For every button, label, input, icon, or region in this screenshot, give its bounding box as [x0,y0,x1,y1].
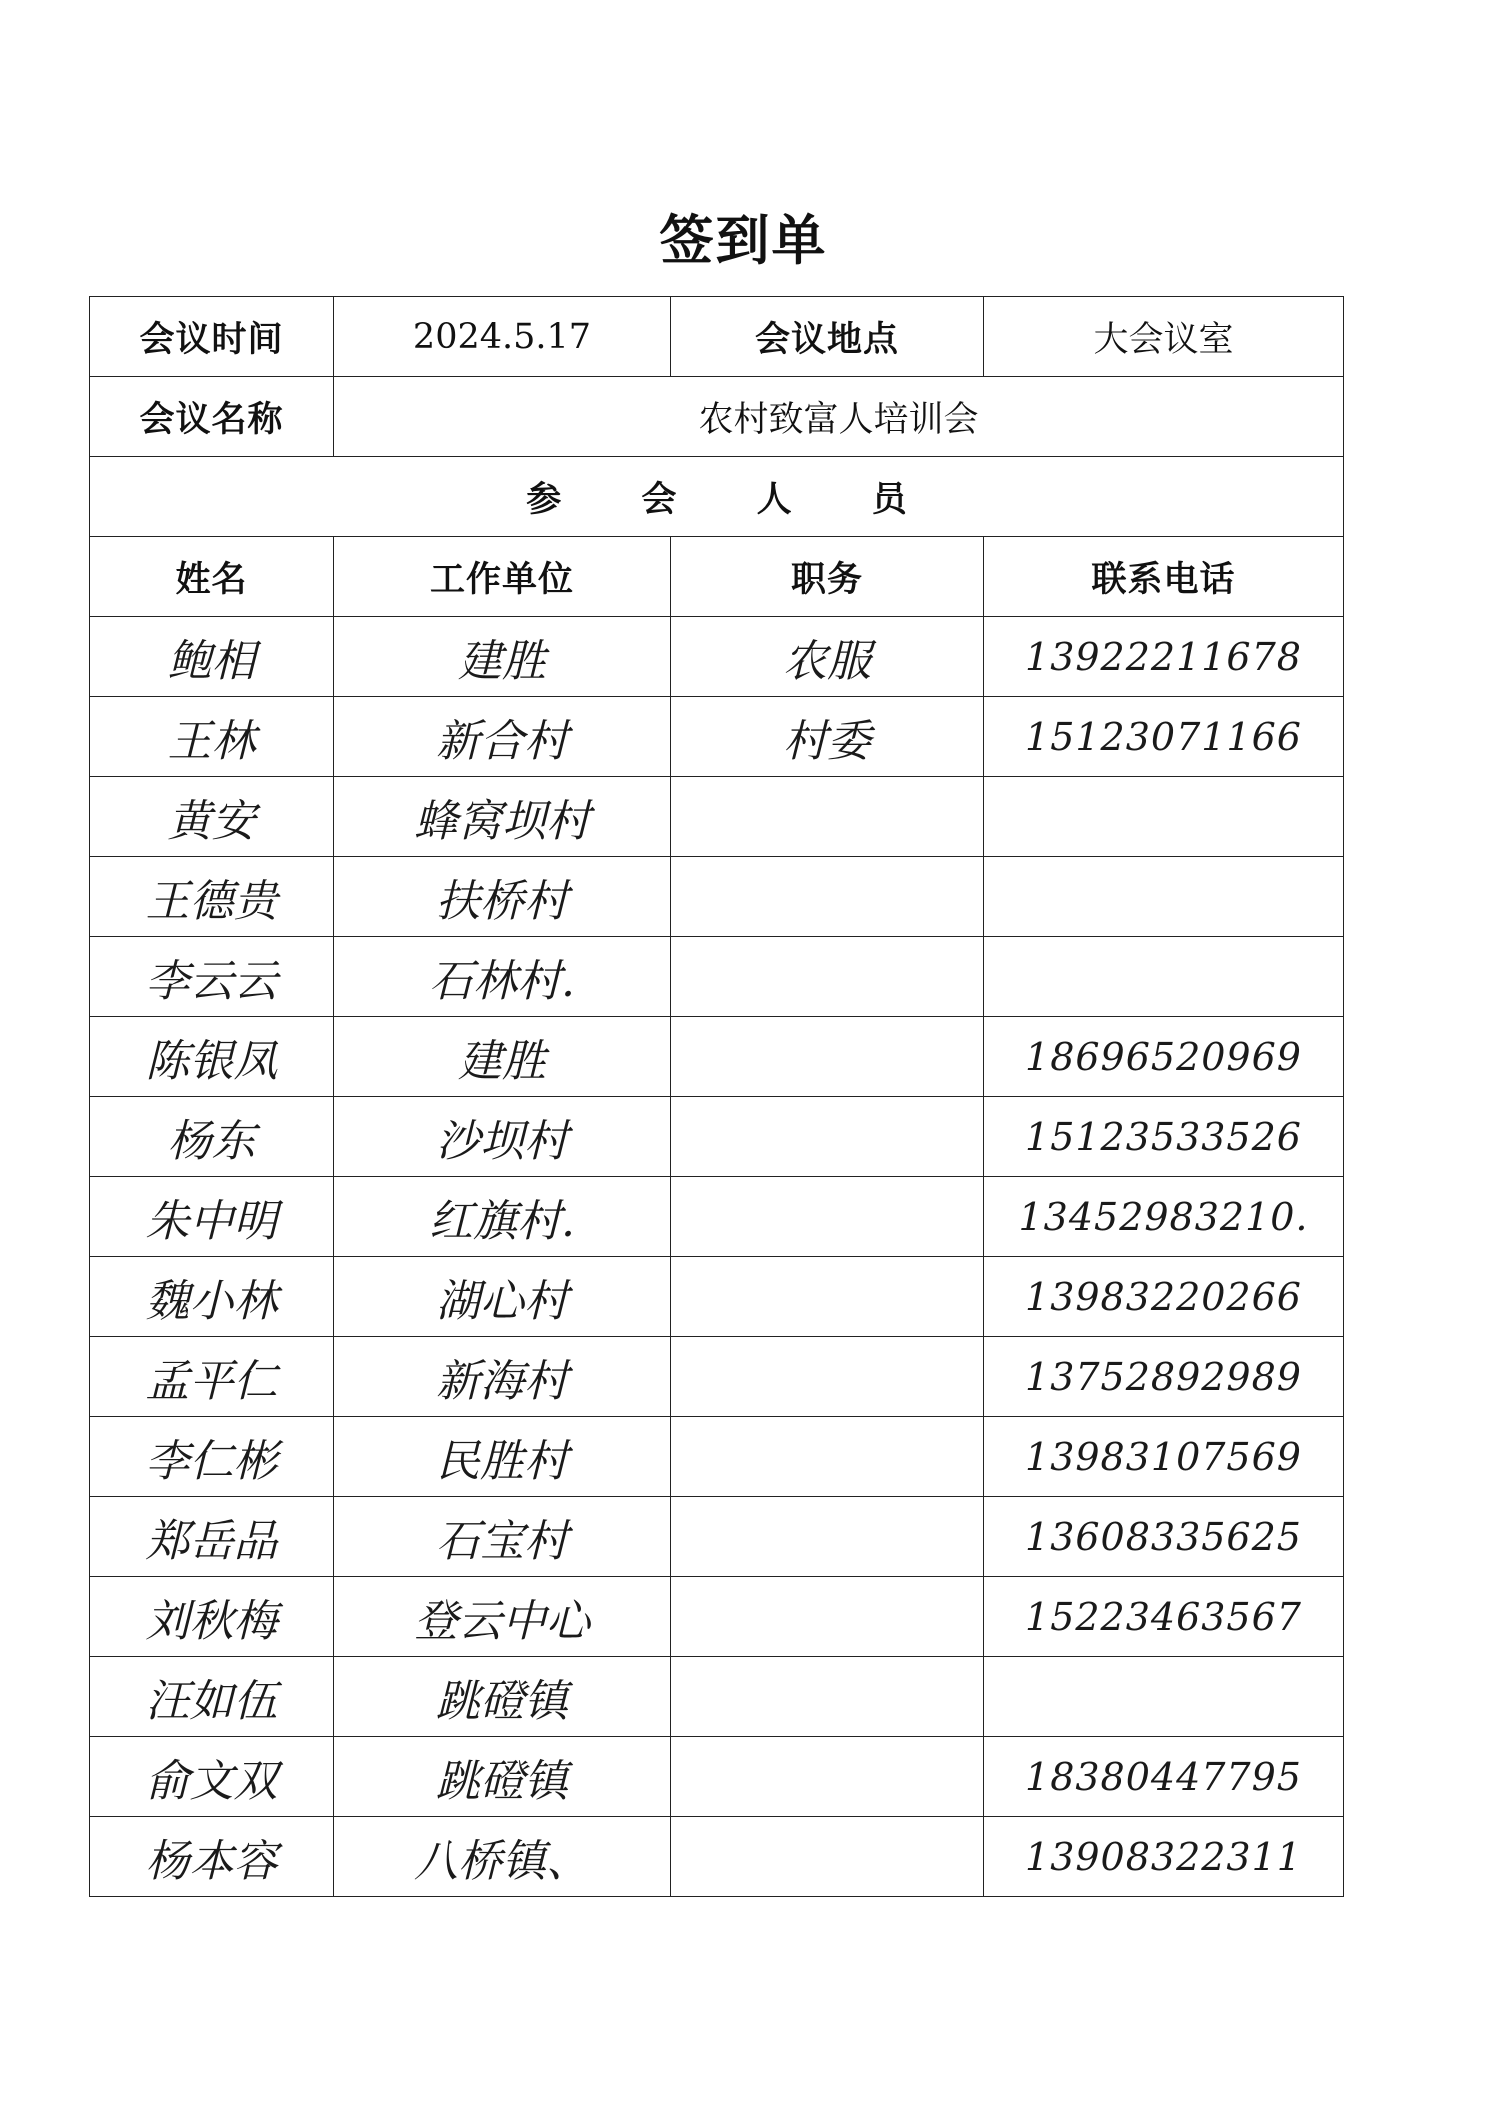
meeting-place-value: 大会议室 [984,297,1344,377]
signature-unit: 扶桥村 [334,857,671,937]
signature-name: 汪如伍 [90,1657,334,1737]
signature-unit: 建胜 [334,1017,671,1097]
signature-role [671,937,984,1017]
signature-name: 李仁彬 [90,1417,334,1497]
table-row [90,1577,1344,1657]
signature-role [671,1097,984,1177]
table-row [90,1337,1344,1417]
signature-phone: 13452983210. [984,1177,1344,1257]
attendees-label: 参 会 人 员 [90,457,1344,537]
signature-phone [984,777,1344,857]
signature-name: 黄安 [90,777,334,857]
table-row [90,1097,1344,1177]
meeting-time-label: 会议时间 [90,297,334,377]
signature-unit: 跳磴镇 [334,1657,671,1737]
signature-phone [984,1657,1344,1737]
signature-unit: 新海村 [334,1337,671,1417]
signature-name: 李云云 [90,937,334,1017]
signature-unit: 湖心村 [334,1257,671,1337]
signature-role [671,777,984,857]
signature-role [671,1177,984,1257]
meeting-time-value: 2024.5.17 [334,297,671,377]
signature-name: 鲍相 [90,617,334,697]
table-row [90,1177,1344,1257]
signature-role: 农服 [671,617,984,697]
signature-name: 魏小林 [90,1257,334,1337]
signature-role [671,1737,984,1817]
table-row [90,1817,1344,1897]
signature-name: 刘秋梅 [90,1577,334,1657]
signature-unit: 跳磴镇 [334,1737,671,1817]
signature-phone: 13908322311 [984,1817,1344,1897]
meeting-place-label: 会议地点 [671,297,984,377]
signature-role [671,1017,984,1097]
signature-unit: 蜂窝坝村 [334,777,671,857]
signature-name: 王德贵 [90,857,334,937]
signature-phone: 13922211678 [984,617,1344,697]
signature-rows [90,617,1344,1897]
signature-phone: 15123071166 [984,697,1344,777]
signature-phone [984,857,1344,937]
table-row [90,617,1344,697]
signature-role [671,857,984,937]
sign-in-table [89,296,1344,1897]
table-row [90,697,1344,777]
signature-name: 朱中明 [90,1177,334,1257]
page-title: 签到单 [659,209,828,272]
signature-phone: 13983107569 [984,1417,1344,1497]
signature-name: 郑岳品 [90,1497,334,1577]
table-row [90,1657,1344,1737]
meeting-time-row [90,297,1344,377]
column-header-name: 姓名 [90,537,334,617]
signature-unit: 石宝村 [334,1497,671,1577]
signature-phone: 13983220266 [984,1257,1344,1337]
table-row [90,1017,1344,1097]
signature-phone: 13608335625 [984,1497,1344,1577]
column-header-unit: 工作单位 [334,537,671,617]
signature-phone [984,937,1344,1017]
signature-role [671,1257,984,1337]
table-row [90,937,1344,1017]
signature-name: 杨东 [90,1097,334,1177]
table-row [90,1497,1344,1577]
attendees-row [90,457,1344,537]
table-row [90,857,1344,937]
signature-unit: 石林村. [334,937,671,1017]
signature-name: 俞文双 [90,1737,334,1817]
column-header-role: 职务 [671,537,984,617]
meeting-name-label: 会议名称 [90,377,334,457]
signature-role [671,1417,984,1497]
signature-name: 王林 [90,697,334,777]
column-header-row [90,537,1344,617]
signature-unit: 民胜村 [334,1417,671,1497]
signature-role [671,1817,984,1897]
signature-role [671,1577,984,1657]
meeting-name-value: 农村致富人培训会 [334,377,1344,457]
signature-name: 孟平仁 [90,1337,334,1417]
signature-unit: 登云中心 [334,1577,671,1657]
signature-name: 杨本容 [90,1817,334,1897]
table-row [90,777,1344,857]
signature-unit: 建胜 [334,617,671,697]
signature-unit: 红旗村. [334,1177,671,1257]
table-row [90,1257,1344,1337]
signature-unit: 沙坝村 [334,1097,671,1177]
signature-role [671,1337,984,1417]
signature-phone: 13752892989 [984,1337,1344,1417]
signature-phone: 15123533526 [984,1097,1344,1177]
table-row [90,1737,1344,1817]
signature-unit: 新合村 [334,697,671,777]
signature-name: 陈银凤 [90,1017,334,1097]
meeting-name-row [90,377,1344,457]
signature-phone: 18696520969 [984,1017,1344,1097]
table-row [90,1417,1344,1497]
signature-role: 村委 [671,697,984,777]
column-header-phone: 联系电话 [984,537,1344,617]
signature-role [671,1657,984,1737]
signature-unit: 八桥镇、 [334,1817,671,1897]
signature-phone: 15223463567 [984,1577,1344,1657]
signature-role [671,1497,984,1577]
signature-phone: 18380447795 [984,1737,1344,1817]
